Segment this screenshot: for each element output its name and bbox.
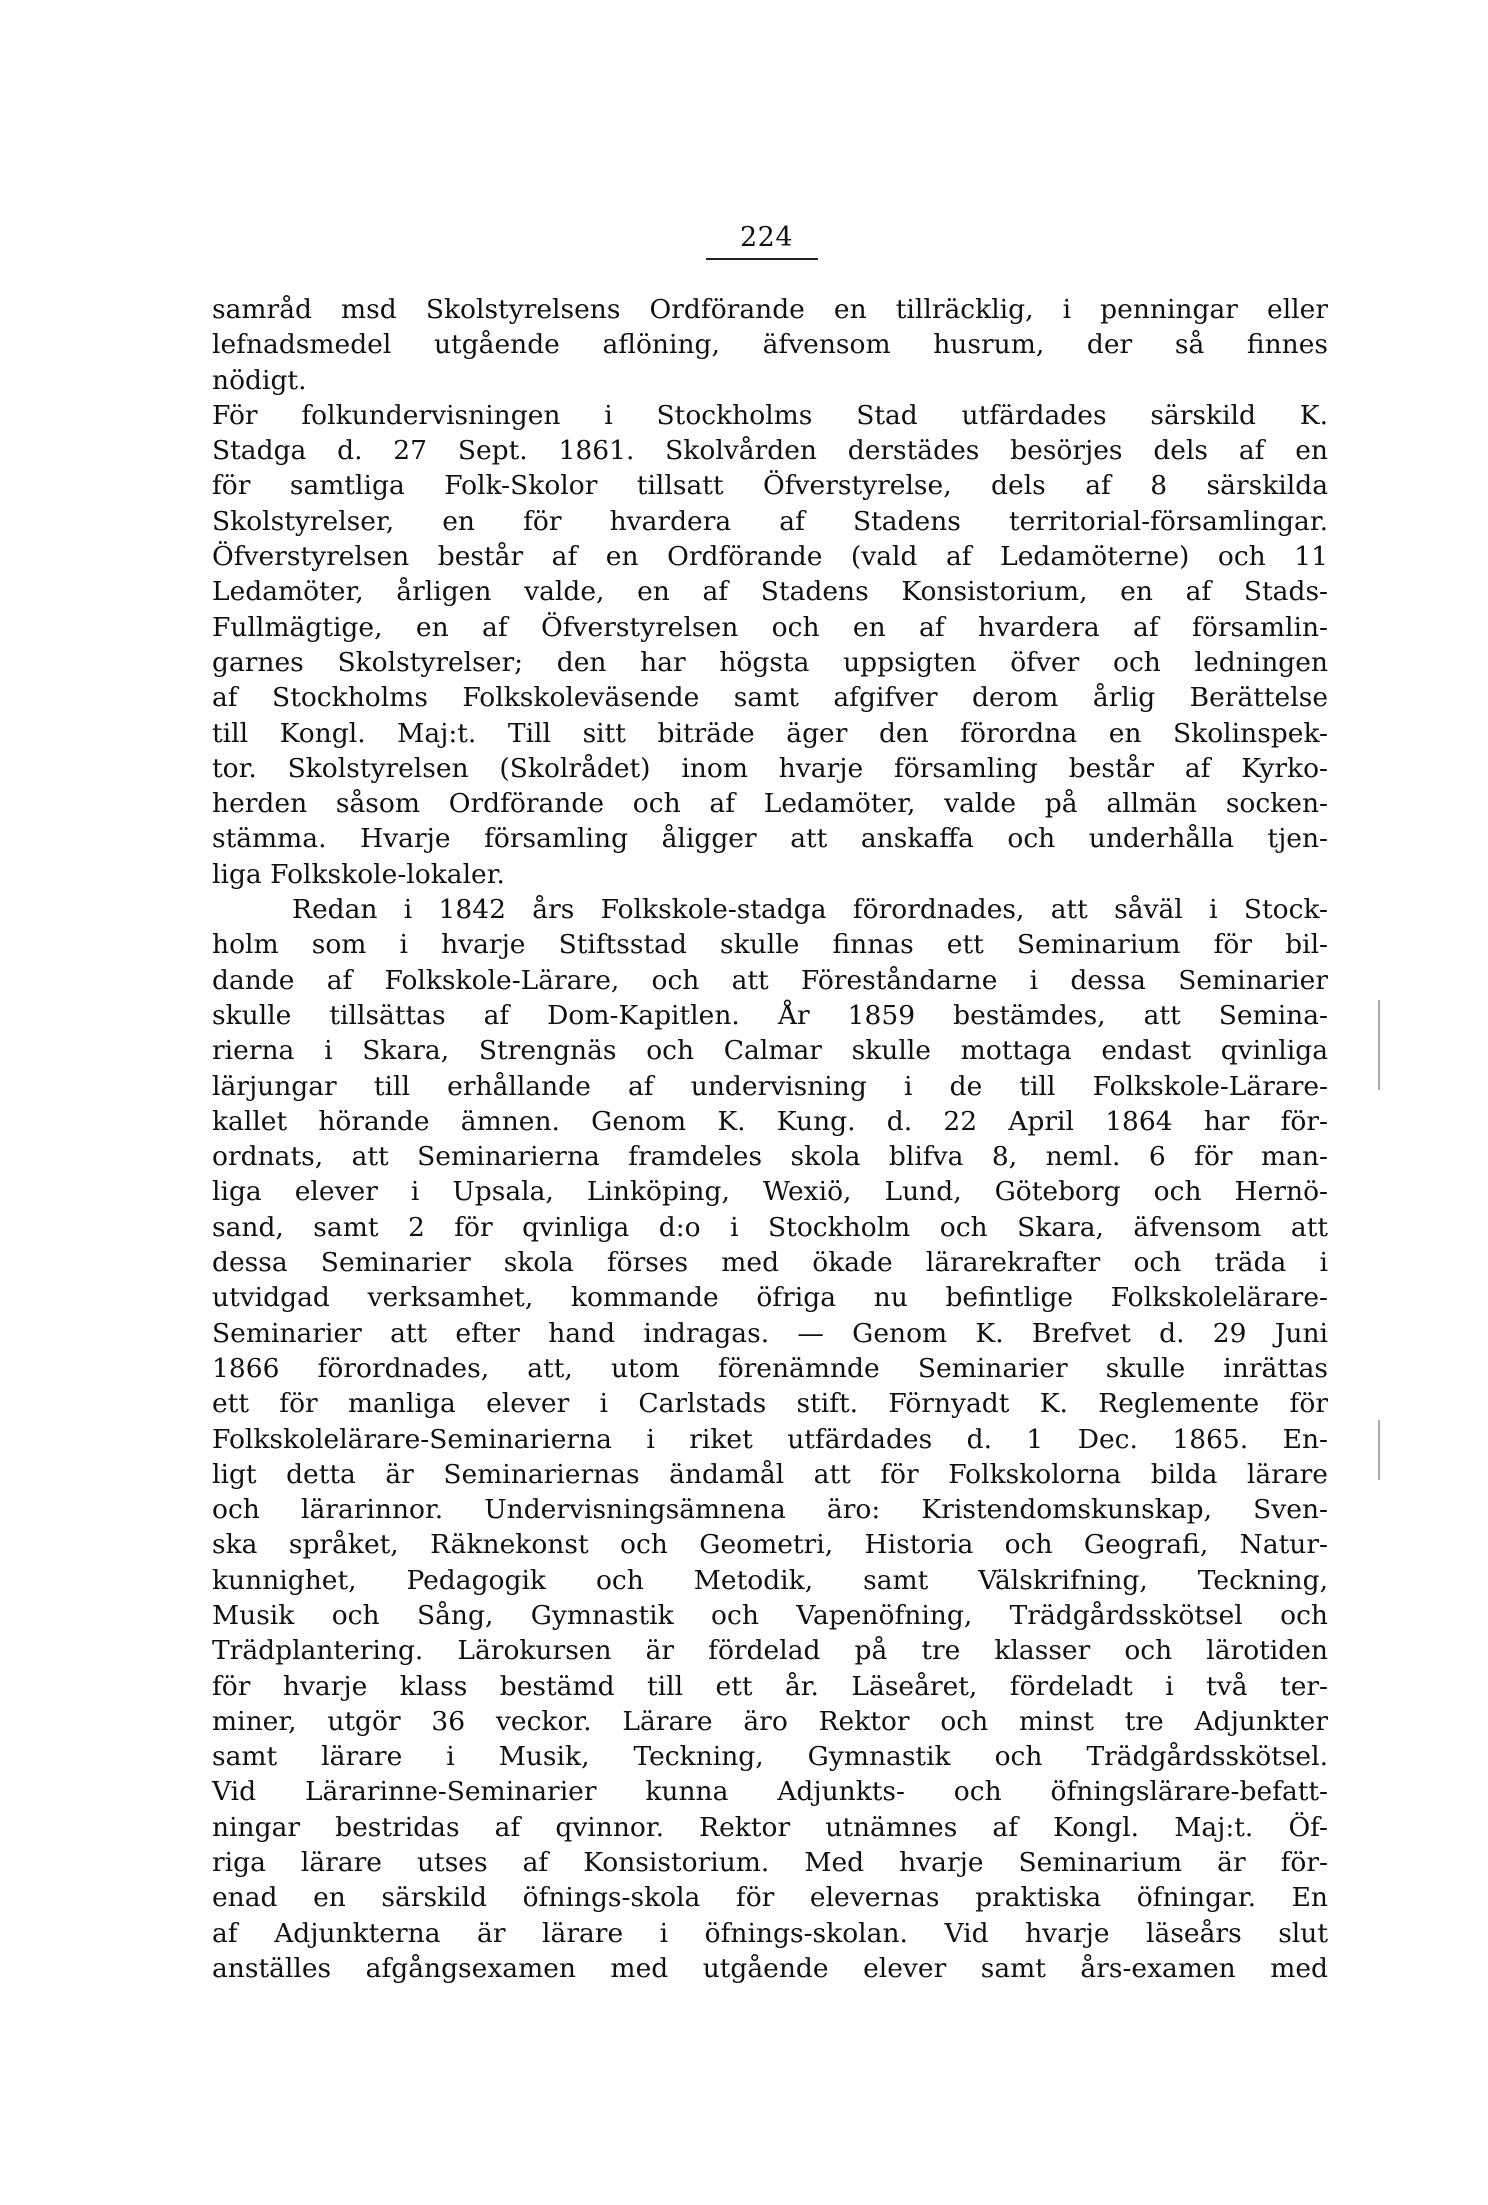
text-line: nödigt. xyxy=(212,364,307,396)
body-text xyxy=(212,292,1328,1986)
margin-mark xyxy=(1378,1000,1380,1090)
text-line: Skolstyrelser, en för hvardera af Stadens territorial-församlingar. xyxy=(212,505,1328,537)
page-number: 224 xyxy=(740,222,794,253)
text-line: holm som i hvarje Stiftsstad skulle finnas ett Seminarium för bil- xyxy=(212,929,1328,961)
text-line: herden såsom Ordförande och af Ledamöter, valde på allmän socken- xyxy=(212,788,1328,820)
text-line: för samtliga Folk-Skolor tillsatt Öfverstyrelse, dels af 8 särskilda xyxy=(212,470,1328,502)
text-line: Stadga d. 27 Sept. 1861. Skolvården derstädes besörjes dels af en xyxy=(212,435,1328,467)
text-line: Ledamöter, årligen valde, en af Stadens Konsistorium, en af Stads- xyxy=(212,576,1328,608)
text-line: stämma. Hvarje församling åligger att anskaffa och underhålla tjen- xyxy=(212,823,1328,855)
text-line: dande af Folkskole-Lärare, och att Föreståndarne i dessa Seminarier xyxy=(212,964,1328,996)
page-number-rule xyxy=(706,258,818,260)
text-line: kunnighet, Pedagogik och Metodik, samt Välskrifning, Teckning, xyxy=(212,1564,1328,1596)
text-line: rierna i Skara, Strengnäs och Calmar skulle mottaga endast qvinliga xyxy=(212,1035,1328,1067)
text-line: ett för manliga elever i Carlstads stift. Förnyadt K. Reglemente för xyxy=(212,1388,1328,1420)
text-line: enad en särskild öfnings-skola för elevernas praktiska öfningar. En xyxy=(212,1882,1328,1914)
text-line: ligt detta är Seminariernas ändamål att för Folkskolorna bilda lärare xyxy=(212,1458,1328,1490)
text-line: liga Folkskole-lokaler. xyxy=(212,858,505,890)
text-line: samråd msd Skolstyrelsens Ordförande en tillräcklig, i penningar eller xyxy=(212,294,1328,325)
text-line: Vid Lärarinne-Seminarier kunna Adjunkts- och öfningslärare-befatt- xyxy=(212,1776,1328,1808)
text-line: För folkundervisningen i Stockholms Stad utfärdades särskild K. xyxy=(212,399,1328,431)
text-line: skulle tillsättas af Dom-Kapitlen. År 1859 bestämdes, att Semina- xyxy=(212,999,1328,1031)
text-line: kallet hörande ämnen. Genom K. Kung. d. 22 April 1864 har för- xyxy=(212,1105,1328,1137)
text-line: Musik och Sång, Gymnastik och Vapenöfning, Trädgårdsskötsel och xyxy=(212,1599,1328,1631)
text-line: Folkskolelärare-Seminarierna i riket utfärdades d. 1 Dec. 1865. En- xyxy=(212,1423,1328,1455)
text-line: lefnadsmedel utgående aflöning, äfvensom husrum, der så finnes xyxy=(212,329,1328,361)
text-line: samt lärare i Musik, Teckning, Gymnastik och Trädgårdsskötsel. xyxy=(212,1741,1328,1773)
text-line: liga elever i Upsala, Linköping, Wexiö, Lund, Göteborg och Hernö- xyxy=(212,1176,1328,1208)
text-line: af Stockholms Folkskoleväsende samt afgifver derom årlig Berättelse xyxy=(212,682,1328,714)
text-line: dessa Seminarier skola förses med ökade lärarekrafter och träda i xyxy=(212,1247,1328,1279)
text-line: och lärarinnor. Undervisningsämnena äro: Kristendomskunskap, Sven- xyxy=(212,1494,1328,1526)
text-line: Trädplantering. Lärokursen är fördelad på tre klasser och lärotiden xyxy=(212,1635,1328,1667)
text-line: till Kongl. Maj:t. Till sitt biträde äger den förordna en Skolinspek- xyxy=(212,717,1328,749)
text-line: 1866 förordnades, att, utom förenämnde Seminarier skulle inrättas xyxy=(212,1352,1328,1384)
text-line: tor. Skolstyrelsen (Skolrådet) inom hvarje församling består af Kyrko- xyxy=(212,752,1328,784)
margin-mark xyxy=(1378,1420,1380,1480)
text-line: ordnats, att Seminarierna framdeles skola blifva 8, neml. 6 för man- xyxy=(212,1141,1328,1173)
text-line: Redan i 1842 års Folkskole-stadga förordnades, att såväl i Stock- xyxy=(292,894,1328,926)
text-line: utvidgad verksamhet, kommande öfriga nu befintlige Folkskolelärare- xyxy=(212,1282,1328,1314)
text-line: sand, samt 2 för qvinliga d:o i Stockholm och Skara, äfvensom att xyxy=(212,1211,1328,1243)
text-line: för hvarje klass bestämd till ett år. Läseåret, fördeladt i två ter- xyxy=(212,1670,1328,1702)
text-line: lärjungar till erhållande af undervisning i de till Folkskole-Lärare- xyxy=(212,1070,1328,1102)
text-line: riga lärare utses af Konsistorium. Med hvarje Seminarium är för- xyxy=(212,1847,1328,1879)
text-line: Öfverstyrelsen består af en Ordförande (vald af Ledamöterne) och 11 xyxy=(212,541,1328,573)
text-line: af Adjunkterna är lärare i öfnings-skolan. Vid hvarje läseårs slut xyxy=(212,1917,1328,1949)
text-line: Fullmägtige, en af Öfverstyrelsen och en af hvardera af församlin- xyxy=(212,611,1328,643)
text-line: Seminarier att efter hand indragas. — Genom K. Brefvet d. 29 Juni xyxy=(212,1317,1328,1349)
text-line: garnes Skolstyrelser; den har högsta uppsigten öfver och ledningen xyxy=(212,646,1328,678)
text-line: ningar bestridas af qvinnor. Rektor utnämnes af Kongl. Maj:t. Öf- xyxy=(212,1811,1328,1843)
text-line: miner, utgör 36 veckor. Lärare äro Rektor och minst tre Adjunkter xyxy=(212,1705,1328,1737)
text-line: ska språket, Räknekonst och Geometri, Historia och Geografi, Natur- xyxy=(212,1529,1328,1561)
text-line: anställes afgångsexamen med utgående elever samt års-examen med xyxy=(212,1952,1328,1984)
